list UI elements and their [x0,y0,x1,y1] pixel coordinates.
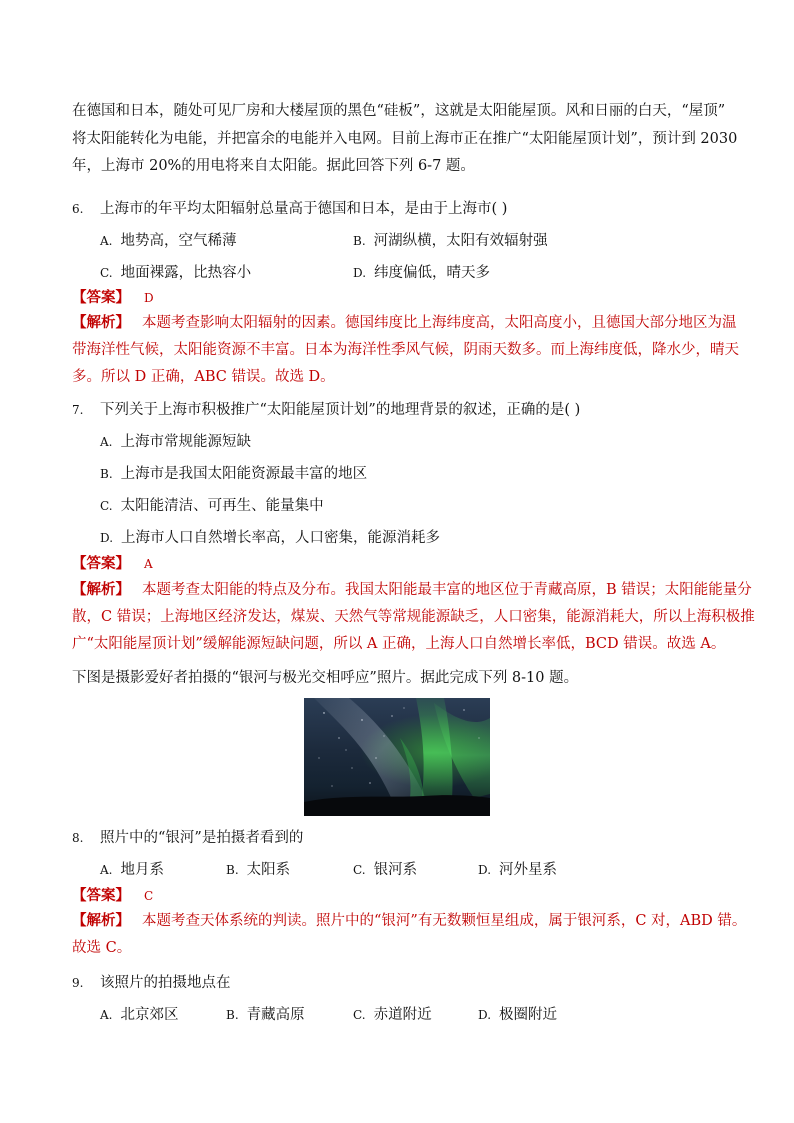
question-number: 7. [72,403,84,417]
question-number: 8. [72,831,84,845]
q8-option-c: C. 银河系 [353,862,418,878]
text-line: 下图是摄影爱好者拍摄的“银河与极光交相呼应”照片。据此完成下列 8-10 题。 [72,670,579,686]
text-line: 将太阳能转化为电能，并把富余的电能并入电网。目前上海市正在推广“太阳能屋顶计划”，预计到 2030 [72,130,738,147]
q7-option-b: B. 上海市是我国太阳能资源最丰富的地区 [100,466,368,482]
question-text: 下列关于上海市积极推广“太阳能屋顶计划”的地理背景的叙述，正确的是( ) [100,402,581,418]
q6-answer: 【答案】 D [72,289,154,306]
question-7-stem [72,397,724,424]
question-6-stem [72,196,724,223]
q7-option-c: C. 太阳能清洁、可再生、能量集中 [100,498,324,514]
intro-paragraph-2 [72,665,724,693]
q9-option-d: D. 极圈附近 [478,1007,558,1023]
q8-explanation: 【解析】 本题考查天体系统的判读。照片中的“银河”有无数颗恒星组成，属于银河系，C 对，ABD 错。 故选 C。 [72,912,747,956]
text-line: 在德国和日本，随处可见厂房和大楼屋顶的黑色“硅板”，这就是太阳能屋顶。风和日丽的白天，“屋顶” [72,103,726,119]
question-number: 9. [72,976,84,990]
q8-option-b: B. 太阳系 [226,862,291,878]
q9-option-a: A. 北京郊区 [100,1007,179,1023]
question-number: 6. [72,202,84,216]
question-text: 照片中的“银河”是拍摄者看到的 [100,830,304,846]
q6-option-a: A. 地势高，空气稀薄 [100,233,237,249]
q7-option-a: A. 上海市常规能源短缺 [100,434,251,450]
q9-option-b: B. 青藏高原 [226,1007,305,1023]
q9-option-c: C. 赤道附近 [353,1007,432,1023]
intro-paragraph [72,98,738,181]
q6-explanation: 【解析】 本题考查影响太阳辐射的因素。德国纬度比上海纬度高，太阳高度小，且德国大部分地区为温 带海洋性气候，太阳能资源不丰富。日本为海洋性季风气候，阴雨天数多。而上海纬度低，降水少，晴天 多。所以 D 正确，ABC 错误。故选 D。 [72,314,739,385]
q8-option-d: D. 河外星系 [478,862,558,878]
aurora-milky-way-photo [304,698,490,816]
q6-option-b: B. 河湖纵横，太阳有效辐射强 [353,233,548,249]
text-line: 年，上海市 20%的用电将来自太阳能。据此回答下列 6-7 题。 [72,158,475,174]
photo-illustration [304,698,490,816]
question-8-stem [72,825,724,852]
q8-answer: 【答案】 C [72,887,154,904]
q7-option-d: D. 上海市人口自然增长率高，人口密集，能源消耗多 [100,530,441,546]
question-9-stem [72,970,724,997]
q7-explanation: 【解析】 本题考查太阳能的特点及分布。我国太阳能最丰富的地区位于青藏高原，B 错误；太阳能能量分 散，C 错误；上海地区经济发达，煤炭、天然气等常规能源缺乏，人口密集，能源消耗大，所以上海积极推 广“太阳能屋顶计划”缓解能源短缺问题，所以 A 正确，上海人口自然增长率低，BCD 错误。故选 A。 [72,581,755,652]
q7-answer: 【答案】 A [72,555,153,572]
q8-option-a: A. 地月系 [100,862,164,878]
q6-option-d: D. 纬度偏低，晴天多 [353,265,491,281]
question-text: 上海市的年平均太阳辐射总量高于德国和日本，是由于上海市( ) [100,201,508,217]
question-text: 该照片的拍摄地点在 [100,975,231,991]
q6-option-c: C. 地面裸露，比热容小 [100,265,252,281]
